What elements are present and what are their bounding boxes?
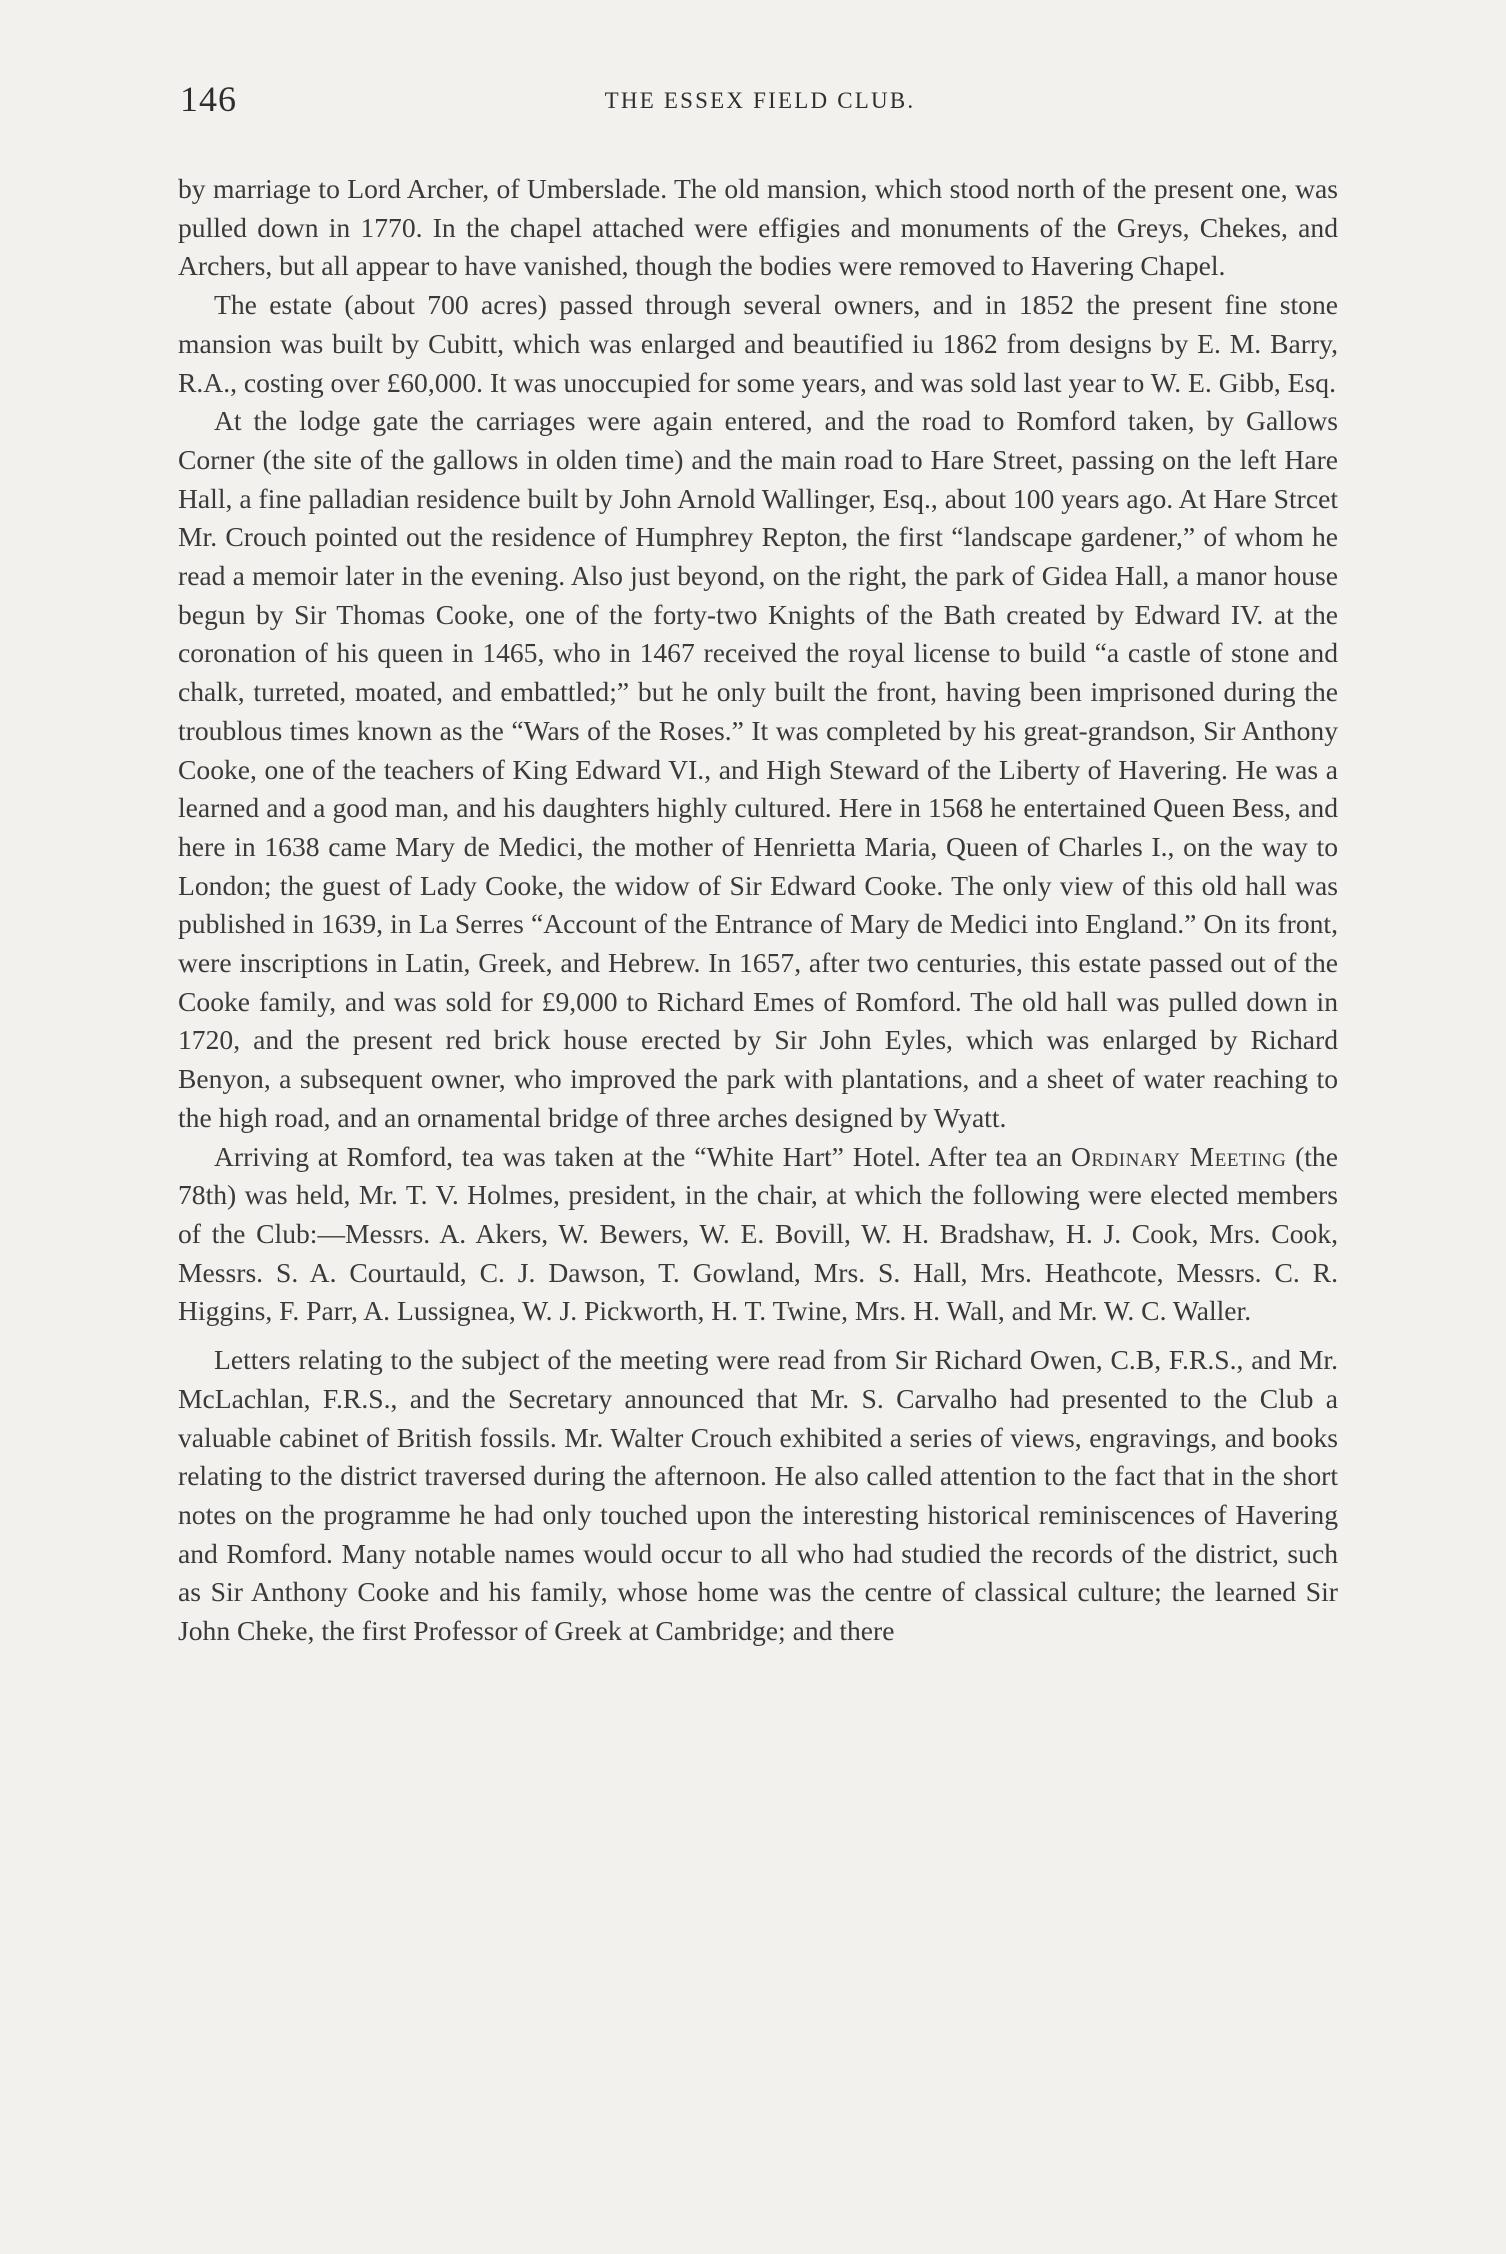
- paragraph-estate: The estate (about 700 acres) passed through several owners, and in 1852 the present fine stone mansion was built by Cubitt, which was enlarged and beautified iu 1862 from designs by E. M. Barry, R.A., costing over £60,000. It was unoccupied for some years, and was sold last year to W. E. Gibb, Esq.: [178, 289, 1338, 398]
- paragraph-lodge-gate: At the lodge gate the carriages were again entered, and the road to Romford taken, by Gallows Corner (the site of the gallows in olden time) and the main road to Hare Street, passing on the left Hare Hall, a fine palladian residence built by John Arnold Wallinger, Esq., about 100 years ago. At Hare Strcet Mr. Crouch pointed out the residence of Humphrey Repton, the first “landscape gardener,” of whom he read a memoir later in the evening. Also just beyond, on the right, the park of Gidea Hall, a manor house begun by Sir Thomas Cooke, one of the forty-two Knights of the Bath created by Edward IV. at the coronation of his queen in 1465, who in 1467 received the royal license to build “a castle of stone and chalk, turreted, moated, and embattled;” but he only built the front, having been imprisoned during the troublous times known as the “Wars of the Roses.” It was completed by his great-grandson, Sir Anthony Cooke, one of the teachers of King Edward VI., and High Steward of the Liberty of Havering. He was a learned and a good man, and his daughters highly cultured. Here in 1568 he entertained Queen Bess, and here in 1638 came Mary de Medici, the mother of Henrietta Maria, Queen of Charles I., on the way to London; the guest of Lady Cooke, the widow of Sir Edward Cooke. The only view of this old hall was published in 1639, in La Serres “Account of the Entrance of Mary de Medici into England.” On its front, were inscriptions in Latin, Greek, and Hebrew. In 1657, after two centuries, this estate passed out of the Cooke family, and was sold for £9,000 to Richard Emes of Romford. The old hall was pulled down in 1720, and the present red brick house erected by Sir John Eyles, which was enlarged by Richard Benyon, a subsequent owner, who improved the park with plantations, and a sheet of water reaching to the high road, and an ornamental bridge of three arches designed by Wyatt.: [178, 405, 1338, 1133]
- ordinary-meeting-heading: Ordinary Meeting: [1070, 1140, 1287, 1172]
- meeting-text-before: Arriving at Romford, tea was taken at the “White Hart” Hotel. After tea an: [214, 1140, 1071, 1172]
- paragraph-letters: Letters relating to the subject of the meeting were read from Sir Richard Owen, C.B, F.R.S., and Mr. McLachlan, F.R.S., and the Secretary announced that Mr. S. Carvalho had presented to the Club a valuable cabinet of British fossils. Mr. Walter Crouch exhibited a series of views, engravings, and books relating to the district traversed during the afternoon. He also called attention to the fact that in the short notes on the programme he had only touched upon the interesting historical reminiscences of Havering and Romford. Many notable names would occur to all who had studied the records of the district, such as Sir Anthony Cooke and his family, whose home was the centre of classical culture; the learned Sir John Cheke, the first Professor of Greek at Cambridge; and there: [178, 1344, 1338, 1647]
- running-title: THE ESSEX FIELD CLUB.: [604, 88, 916, 113]
- page-number: 146: [180, 79, 237, 119]
- running-head: [180, 78, 1340, 128]
- paragraph-romford-meeting: [178, 1138, 1338, 1332]
- paragraph-lord-archer: by marriage to Lord Archer, of Umberslade. The old mansion, which stood north of the present one, was pulled down in 1770. In the chapel attached were effigies and monuments of the Greys, Chekes, and Archers, but all appear to have vanished, though the bodies were removed to Havering Chapel.: [178, 173, 1338, 282]
- body-text: [178, 170, 1338, 1651]
- meeting-text-after: (the 78th) was held, Mr. T. V. Holmes, president, in the chair, at which the following were elected members of the Club:—Messrs. A. Akers, W. Bewers, W. E. Bovill, W. H. Bradshaw, H. J. Cook, Mrs. Cook, Messrs. S. A. Courtauld, C. J. Dawson, T. Gowland, Mrs. S. Hall, Mrs. Heathcote, Messrs. C. R. Higgins, F. Parr, A. Lussignea, W. J. Pickworth, H. T. Twine, Mrs. H. Wall, and Mr. W. C. Waller.: [178, 1140, 1338, 1327]
